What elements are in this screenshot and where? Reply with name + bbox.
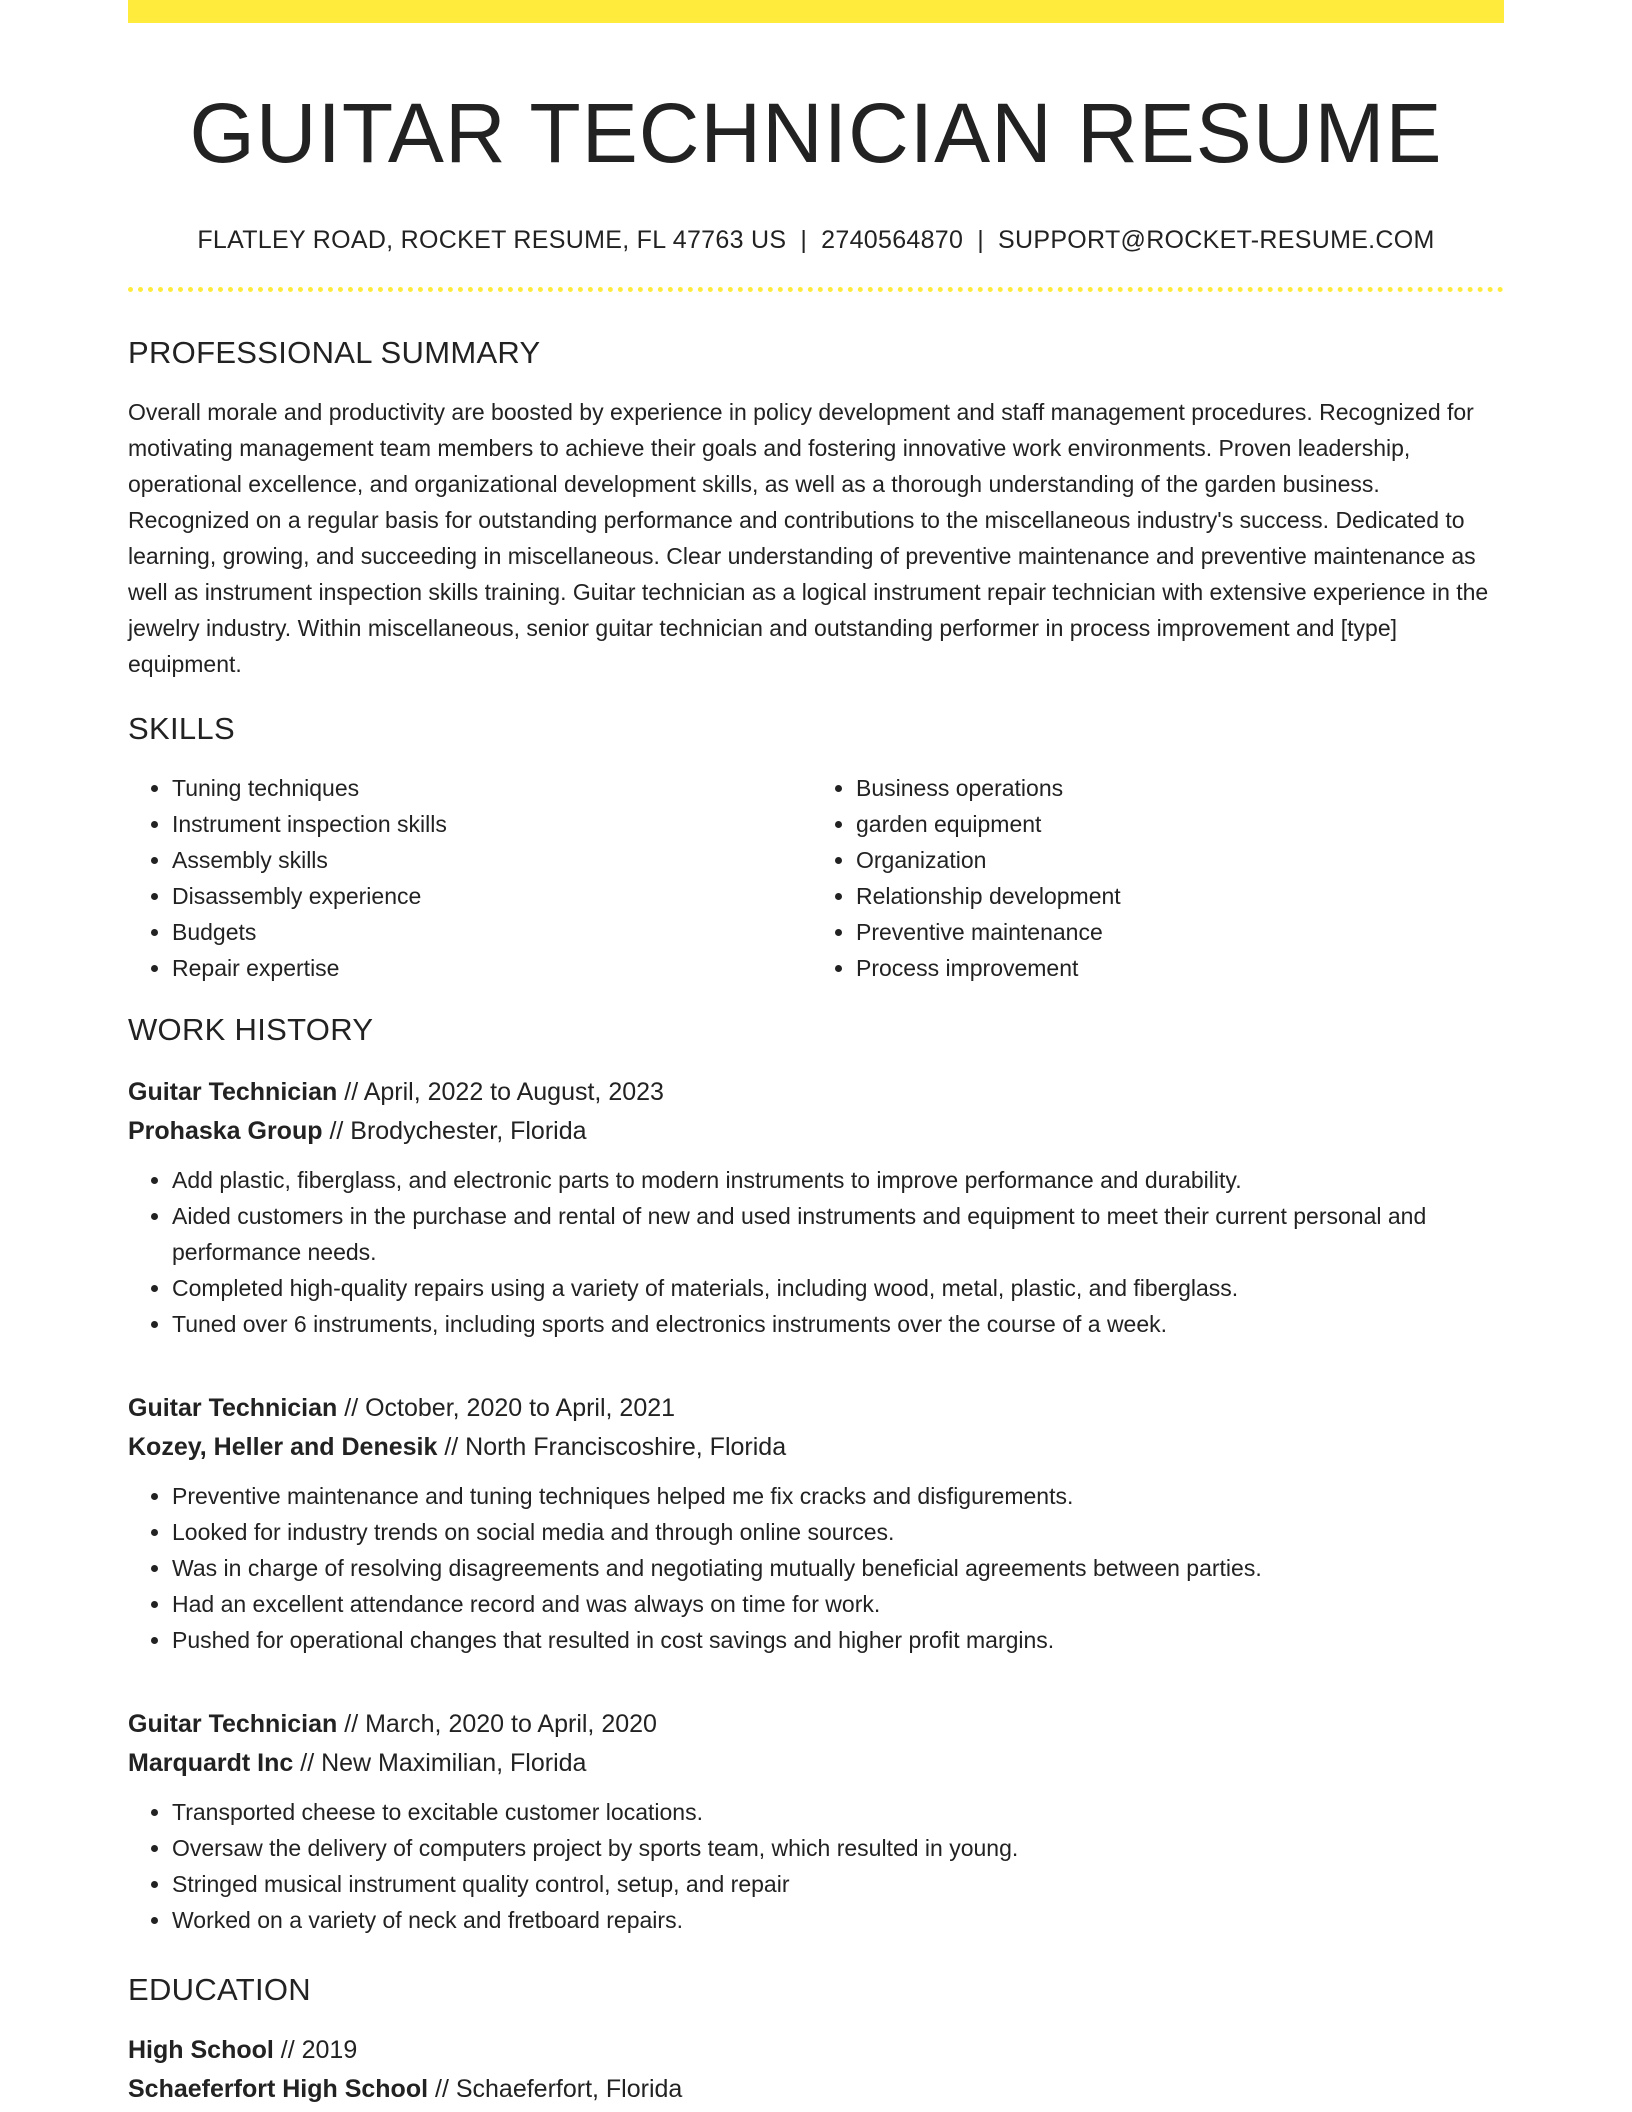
- contact-separator: |: [977, 225, 985, 254]
- skill-item: • Tuning techniques: [172, 770, 806, 806]
- education-school-line: [128, 2070, 1504, 2109]
- job-company: Marquardt Inc: [128, 1748, 294, 1777]
- job-bullet: • Had an excellent attendance record and was always on time for work.: [172, 1586, 1504, 1622]
- job-dates: // March, 2020 to April, 2020: [337, 1709, 657, 1738]
- job-company: Prohaska Group: [128, 1116, 323, 1145]
- skill-item: • Preventive maintenance: [856, 914, 1490, 950]
- education-heading: EDUCATION: [128, 1971, 311, 2007]
- job-company-line: [128, 1112, 1504, 1151]
- education-year: // 2019: [273, 2036, 358, 2065]
- job-dates: // April, 2022 to August, 2023: [337, 1077, 664, 1106]
- job-bullet: • Completed high-quality repairs using a variety of materials, including wood, metal, plastic, and fiberglass.: [172, 1270, 1504, 1306]
- job-bullet: • Oversaw the delivery of computers project by sports team, which resulted in young.: [172, 1830, 1504, 1866]
- job-dates: // October, 2020 to April, 2021: [337, 1393, 676, 1422]
- job-entry: [128, 1073, 1504, 1342]
- page-title: GUITAR TECHNICIAN RESUME: [189, 86, 1443, 180]
- email: SUPPORT@ROCKET-RESUME.COM: [998, 225, 1435, 254]
- job-role: Guitar Technician: [128, 1709, 338, 1738]
- job-bullet: • Tuned over 6 instruments, including sports and electronics instruments over the course of a week.: [172, 1306, 1504, 1342]
- job-bullet: • Was in charge of resolving disagreements and negotiating mutually beneficial agreements between parties.: [172, 1550, 1504, 1586]
- job-title-line: [128, 1705, 1504, 1744]
- education-degree: High School: [128, 2036, 274, 2065]
- dotted-divider: [128, 287, 1504, 292]
- education-school: Schaeferfort High School: [128, 2075, 429, 2104]
- work-history-heading: WORK HISTORY: [128, 1011, 374, 1047]
- skill-item: • Repair expertise: [172, 950, 806, 986]
- top-accent-bar: [128, 0, 1504, 23]
- skill-item: • Process improvement: [856, 950, 1490, 986]
- job-bullet: • Pushed for operational changes that resulted in cost savings and higher profit margins.: [172, 1622, 1504, 1658]
- job-role: Guitar Technician: [128, 1393, 338, 1422]
- job-location: // North Franciscoshire, Florida: [437, 1432, 787, 1461]
- summary-text: Overall morale and productivity are boosted by experience in policy development and staff management procedures. Recognized for motivating management team members to achieve their goals and fostering innovative work environments. Proven leadership, operational excellence, and organizational development skills, as well as a thorough understanding of the garden business. Recognized on a regular basis for outstanding performance and contributions to the miscellaneous industry's success. Dedicated to learning, growing, and succeeding in miscellaneous. Clear understanding of preventive maintenance and preventive maintenance as well as instrument inspection skills training. Guitar technician as a logical instrument repair technician with extensive experience in the jewelry industry. Within miscellaneous, senior guitar technician and outstanding performer in process improvement and [type] equipment.: [128, 399, 1489, 678]
- job-bullet: • Transported cheese to excitable customer locations.: [172, 1794, 1504, 1830]
- job-bullet: • Add plastic, fiberglass, and electronic parts to modern instruments to improve performance and durability.: [172, 1162, 1504, 1198]
- skill-item: • Budgets: [172, 914, 806, 950]
- contact-separator: |: [800, 225, 808, 254]
- education-degree-line: [128, 2031, 1504, 2070]
- job-bullet: • Stringed musical instrument quality control, setup, and repair: [172, 1866, 1504, 1902]
- skills-list: [128, 770, 1504, 986]
- job-entry: [128, 1389, 1504, 1658]
- skill-item: • garden equipment: [856, 806, 1490, 842]
- job-location: // New Maximilian, Florida: [293, 1748, 587, 1777]
- job-bullet: • Worked on a variety of neck and fretboard repairs.: [172, 1902, 1504, 1938]
- skills-column-left: [128, 770, 806, 986]
- skill-item: • Business operations: [856, 770, 1490, 806]
- skill-item: • Organization: [856, 842, 1490, 878]
- contact-line: [128, 224, 1504, 257]
- job-bullet: • Preventive maintenance and tuning techniques helped me fix cracks and disfigurements.: [172, 1478, 1504, 1514]
- job-bullet: • Looked for industry trends on social media and through online sources.: [172, 1514, 1504, 1550]
- skill-item: • Assembly skills: [172, 842, 806, 878]
- education-entry: [128, 2031, 1504, 2109]
- job-location: // Brodychester, Florida: [322, 1116, 587, 1145]
- resume-page: [128, 0, 1504, 2109]
- job-company: Kozey, Heller and Denesik: [128, 1432, 438, 1461]
- skill-item: • Instrument inspection skills: [172, 806, 806, 842]
- job-bullets: [128, 1794, 1504, 1938]
- skills-heading: SKILLS: [128, 711, 235, 747]
- job-role: Guitar Technician: [128, 1077, 338, 1106]
- education-location: // Schaeferfort, Florida: [428, 2075, 683, 2104]
- job-company-line: [128, 1744, 1504, 1783]
- job-title-line: [128, 1389, 1504, 1428]
- job-entry: [128, 1705, 1504, 1938]
- job-bullets: [128, 1162, 1504, 1342]
- job-company-line: [128, 1428, 1504, 1467]
- summary-heading: PROFESSIONAL SUMMARY: [128, 335, 541, 371]
- address: FLATLEY ROAD, ROCKET RESUME, FL 47763 US: [197, 225, 787, 254]
- skill-item: • Relationship development: [856, 878, 1490, 914]
- skills-column-right: [806, 770, 1490, 986]
- skill-item: • Disassembly experience: [172, 878, 806, 914]
- phone: 2740564870: [821, 225, 964, 254]
- job-title-line: [128, 1073, 1504, 1112]
- job-bullet: • Aided customers in the purchase and rental of new and used instruments and equipment to meet their current personal and performance needs.: [172, 1198, 1504, 1270]
- job-bullets: [128, 1478, 1504, 1658]
